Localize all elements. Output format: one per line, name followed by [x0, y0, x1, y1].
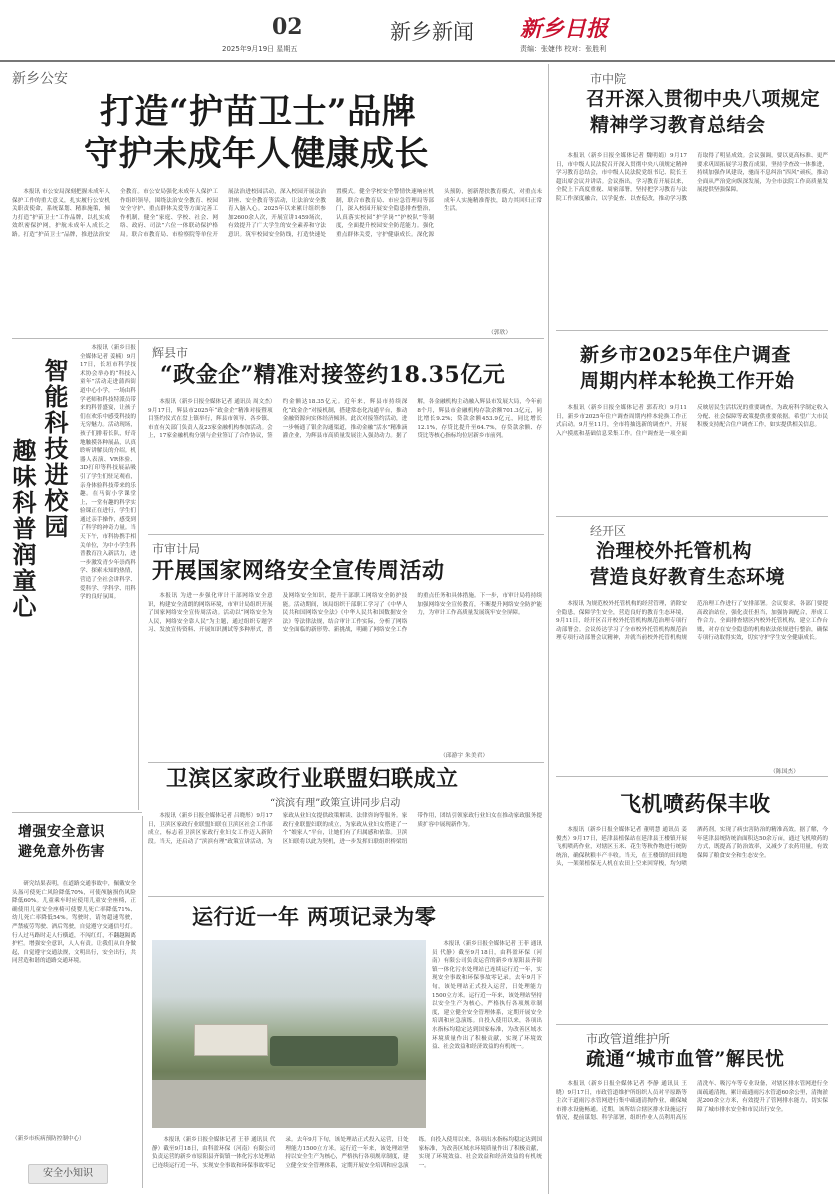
article12-body: 本报讯（新乡日报全媒体记者 李静 通讯员 王晓）9月17日，市政管道维护所组织人员对平原路等主次干道雨污水管网进行集中疏通清掏作业，确保城市排水设施畅通。近期，该所结合辖区排水设施运行情况，提前谋划、科学部署，组织作业人员利用高压清洗车、吸污车等专业设备，对辖区排水管网进行全面疏通清掏，累计疏通雨污水管道60余公里，清掏淤泥200余立方米，有效提升了管网排水能力，切实保障了城市排水安全和市民出行安全。	[556, 1081, 828, 1122]
article1-kicker: 新乡公安	[12, 71, 68, 87]
article10-photo	[152, 940, 426, 1128]
photo-ground	[152, 1080, 426, 1128]
article7-body: 本报讯（新乡日报全媒体记者 郭若玫）9月11日，新乡市2025年住户调查周期内样本轮换工作正式启动。9月至11月，全市将抽选新的调查户，开展入户摸底和基础信息采集工作。住户调查是一项全面反映居民生活状况的重要调查，为政府科学制定收入分配、社会保障等政策提供重要依据。希望广大市民积极支持配合住户调查工作，如实提供相关信息。	[556, 405, 828, 437]
masthead-rule	[0, 60, 835, 62]
article10-body-bottom: 本报讯（新乡日报全媒体记者 王菲 通讯员 代静）截至9月18日，由科盈环保（河南）有限公司负责运营的新乡市原阳县齐街镇一体化污水处理站已连续运行近一年，实现安全事故和环保事故零记录。去年9月下旬，该处理站正式投入运营，日处理能力1500立方米。运行近一年来，该处理站坚持以安全生产为核心，严格执行各项规章制度，建立健全安全管理体系，定期开展安全培训和应急演练。自投入使用以来，各项出水指标均稳定达到国家标准，为改善区域水环境质量作出了积极贡献，实现了环境效益、社会效益和经济效益的有机统一。	[152, 1137, 542, 1169]
article1-title-line2: 守护未成年人健康成长	[84, 134, 429, 174]
article6-title-line1: 召开深入贯彻中央八项规定	[586, 88, 821, 110]
page-number: 02	[272, 14, 303, 40]
article4-kicker: 市审计局	[152, 542, 201, 556]
article7-title-line1: 新乡市2025年住户调查	[580, 344, 791, 366]
article1-source: （郭欣）	[488, 330, 512, 336]
article11-source: （新乡市疾病预防控制中心）	[12, 1136, 85, 1142]
masthead	[0, 0, 835, 64]
divider	[556, 330, 828, 331]
article5-body: 本报讯（新乡日报全媒体记者 吕晓彤）9月17日，卫滨区家政行业联盟妇联在卫滨区社会工作部成立，标志着卫滨区家政行业妇女工作迈入新阶段。当天，还启动了“滨滨有理”政策宣讲活动，为家政从业妇女提供政策解读、法律咨询等服务。家政行业联盟妇联的成立，为家政从业妇女搭建了一个“娘家人”平台，让她们有了归属感和依靠。卫滨区妇联将以此为契机，进一步发挥妇联组织桥梁纽带作用，团结引领家政行业妇女在推动家政服务提质扩容中展现新作为。	[148, 813, 542, 845]
article7-title-line2: 周期内样本轮换工作开始	[580, 370, 795, 392]
safety-tips-badge	[28, 1164, 108, 1184]
paper-logo: 新乡日报	[520, 16, 609, 42]
divider	[556, 516, 828, 517]
article8-title-line1: 治理校外托管机构	[596, 540, 753, 562]
article3-kicker: 辉县市	[152, 346, 189, 360]
divider	[142, 816, 143, 1188]
article1-title-line1: 打造“护苗卫士”品牌	[100, 92, 417, 132]
divider	[556, 776, 828, 777]
article6-body: 本报讯（新乡日报全媒体记者 魏明娟）9月17日，市中级人民法院召开深入贯彻中央八项规定精神学习教育总结会，市中级人民法院党组书记、院长王超出席会议并讲话。会议指出，学习教育开展以来，全院上下高度重视、周密部署，坚持把学习教育与法院工作深度融合，以学促查、以查促改，推动学习教育取得了明显成效。会议强调，要以更高标准、更严要求巩固拓展学习教育成果，坚持学查改一体推进，持续加强作风建设，驰而不息纠治“四风”顽疾，推动全面从严治党向纵深发展，为全市法院工作高质量发展提供坚强保障。	[556, 153, 828, 202]
article2-title-col1: 智能科技进校园	[40, 358, 69, 540]
article6-kicker: 市中院	[590, 72, 627, 86]
article6-title-line2: 精神学习教育总结会	[590, 114, 766, 136]
article4-body: 本报讯 为进一步强化审计干部网络安全意识，构建安全清朗的网络环境，市审计局组织开展了国家网络安全宣传周活动。活动以“网络安全为人民，网络安全靠人民”为主题，通过组织专题学习、发放宣传资料、开展知识测试等多种形式，普及网络安全知识，提升干部职工网络安全防护技能。活动期间，该局组织干部职工学习了《中华人民共和国网络安全法》《中华人民共和国数据安全法》等法律法规，结合审计工作实际，分析了网络安全面临的新形势、新挑战，明确了网络安全工作的重点任务和具体措施。下一步，市审计局将持续加强网络安全宣传教育，不断提升网络安全防护能力，为审计工作高质量发展筑牢安全屏障。	[148, 593, 542, 634]
article11-title-line1: 增强安全意识	[18, 824, 105, 840]
article9-body: 本报讯（新乡日报全媒体记者 董明慧 通讯员 姜俊杰）9月17日，延津县植保站在延津县王楼镇开展飞机喷药作业，对辖区玉米、花生等秋作物进行统防统治，确保秋粮丰产丰收。当天，在王楼镇的田间地头，一架架植保无人机在农田上空来回穿梭，均匀喷洒药剂，实现了病虫害防治的精准高效。据了解，今年延津县统防统治面积达50余万亩，通过飞机喷药的方式，既提高了防治效率，又减少了农药用量，有效保障了粮食安全和生态安全。	[556, 827, 828, 868]
article5-subtitle: “滨滨有理”政策宣讲同步启动	[270, 798, 401, 809]
article5-title: 卫滨区家政行业联盟妇联成立	[166, 766, 459, 792]
article8-body: 本报讯 为规范校外托管机构的经营管理，消除安全隐患，保障学生安全，营造良好的教育生态环境，9月11日，经开区召开校外托管机构规范治理专项行动部署会。会议传达学习了全市校外托管机构规范治理专项行动部署会议精神，并就当前校外托管机构规范治理工作进行了安排部署。会议要求，各部门要提高政治站位，强化责任担当，加强协调配合，形成工作合力，全面排查辖区内校外托管机构，建立工作台账，对存在安全隐患的机构依法依规进行整治，确保专项行动取得实效，切实守护学生安全健康成长。	[556, 601, 828, 642]
editors-line: 责编：张婕伟 校对：张胜利	[520, 45, 607, 53]
article3-title: “政金企”精准对接签约18.35亿元	[160, 362, 506, 388]
divider	[548, 64, 549, 1194]
divider	[148, 534, 544, 535]
article3-body: 本报讯（新乡日报全媒体记者 通讯员 周文杰）9月17日，辉县市2025年“政金企”精准对接暨项目签约仪式在盘上镇举行，辉县市领导、各乡镇、市直有关部门负责人及23家金融机构参加活动。会上，17家金融机构分别与企业签订了合作协议，签约金额达18.35亿元。近年来，辉县市持续深化“政金企”对接机制，搭建常态化沟通平台，推动金融资源向实体经济倾斜。此次对接签约活动，进一步畅通了银企沟通渠道，推动金融“活水”精准滴灌企业，为辉县市高质量发展注入强劲动力。据了解，各金融机构主动融入辉县市发展大局，今年前8个月，辉县市金融机构存款余额701.3亿元，同比增长9.2%；贷款余额453.9亿元，同比增长12.1%，存贷比提升至64.7%，存贷款余额、存贷比等核心指标均位居新乡市前列。	[148, 399, 542, 440]
article9-title: 飞机喷药保丰收	[620, 791, 771, 816]
issue-date: 2025年9月19日 星期五	[222, 45, 298, 53]
divider	[12, 812, 142, 813]
article12-kicker: 市政管道维护所	[586, 1032, 671, 1046]
article4-title: 开展国家网络安全宣传周活动	[152, 558, 445, 584]
article11-body: 研究结果表明，在道路交通事故中，佩戴安全头盔可使死亡风险降低70%，可使颅脑损伤风险降低60%。儿童乘车时应使用儿童安全座椅，正确使用儿童安全座椅可使婴儿死亡率降低71%、幼儿死亡率降低54%。驾驶时，请勿超速驾驶，严禁疲劳驾驶、酒后驾驶，自觉遵守交通信号灯。行人过马路时走人行横道，不闯红灯，不翻越隔离护栏。增强安全意识，人人有责。让我们从自身做起，自觉遵守交通法规，文明出行，安全出行，共同营造和谐的道路交通环境。	[12, 881, 136, 965]
section-title: 新乡新闻	[390, 20, 474, 44]
divider	[148, 762, 544, 763]
article8-source: （陈国杰）	[770, 769, 799, 775]
photo-tank	[270, 1036, 398, 1066]
article8-title-line2: 营造良好教育生态环境	[590, 566, 786, 588]
article10-body: 本报讯（新乡日报全媒体记者 王菲 通讯员 代静）截至9月18日，由科盈环保（河南）有限公司负责运营的新乡市原阳县齐街镇一体化污水处理站已连续运行近一年，实现安全事故和环保事故零记录。去年9月下旬，该处理站正式投入运营，日处理能力1500立方米。运行近一年来，该处理站坚持以安全生产为核心，严格执行各项规章制度，建立健全安全管理体系，定期开展安全培训和应急演练。自投入使用以来，各项出水指标均稳定达到国家标准，为改善区域水环境质量作出了积极贡献，实现了环境效益、社会效益和经济效益的有机统一。	[432, 941, 542, 1051]
article4-source: （邱游宇 朱美君）	[440, 753, 489, 759]
photo-building	[194, 1024, 268, 1056]
divider	[138, 340, 139, 810]
divider	[148, 896, 544, 897]
divider	[556, 1024, 828, 1025]
article2-title-col2: 趣味科普润童心	[8, 438, 37, 620]
article10-title: 运行近一年 两项记录为零	[192, 904, 437, 929]
article11-title-line2: 避免意外伤害	[18, 844, 105, 860]
divider	[12, 338, 544, 339]
article12-title: 疏通“城市血管”解民忧	[586, 1048, 785, 1070]
article2-body: 本报讯（新乡日报全媒体记者 姜楠）9月17日，长垣市科学技术协会举办的“科技入童年”活动走进蒲西街道中心小学，一场由科学老师和科技特派员带来的科普盛宴，让孩子们在欢乐中感受科技的无穷魅力。活动现场，孩子们排着长队，好奇地触摸各种展品，认真聆听讲解员的介绍。机器人表演、VR体验、3D打印等科技展品吸引了学生们驻足观看，亲身体验科技带来的乐趣。在马街小学课堂上，一堂有趣的科学实验课正在进行，学生们通过亲手操作，感受到了科学的神奇力量。当天下午，市科协携手相关单位，为中小学生科普教育注入新活力，进一步激发青少年崇尚科学、探索未知的热情，营造了全社会讲科学、爱科学、学科学、用科学的良好氛围。	[80, 345, 136, 601]
article8-kicker: 经开区	[590, 524, 627, 538]
article1-body: 本报讯 市公安局深刻把握未成年人保护工作的重大意义，扎实履行公安机关职责使命，系统谋划、精准施策，倾力打造“护苗卫士”工作品牌，以扎实成效织密保护网，护航未成年人成长之路。打造“护苗卫士”品牌，推进法治安全教育。市公安局强化未成年人保护工作组织领导，围绕法治安全教育、校园安全守护、重点群体关爱等方面完善工作机制，健全“家庭、学校、社会、网络、政府、司法”六位一体联动保护格局。联合市教育局、市检察院等单位开展法治进校园活动，深入校园开展法治讲座、安全教育等活动，让法治安全教育入脑入心。2025年以来累计组织参加2600余人次，开展宣讲1459场次，有效提升了广大学生的安全素养和守法意识。筑牢校园安全防线，打造快速处置模式。健全学校安全警情快速响应机制，联合市教育局、市应急管理局等部门，深入校园开展安全隐患排查整治，认真落实校园“护学岗”“护校队”等制度，全面提升校园安全防范能力。强化重点群体关爱，守护健康成长。深化源头预防，创新帮扶教育模式，对重点未成年人实施精准帮扶，助力其回归正常生活。	[12, 189, 542, 238]
safety-tips-badge-label: 安全小知识	[43, 1168, 93, 1179]
